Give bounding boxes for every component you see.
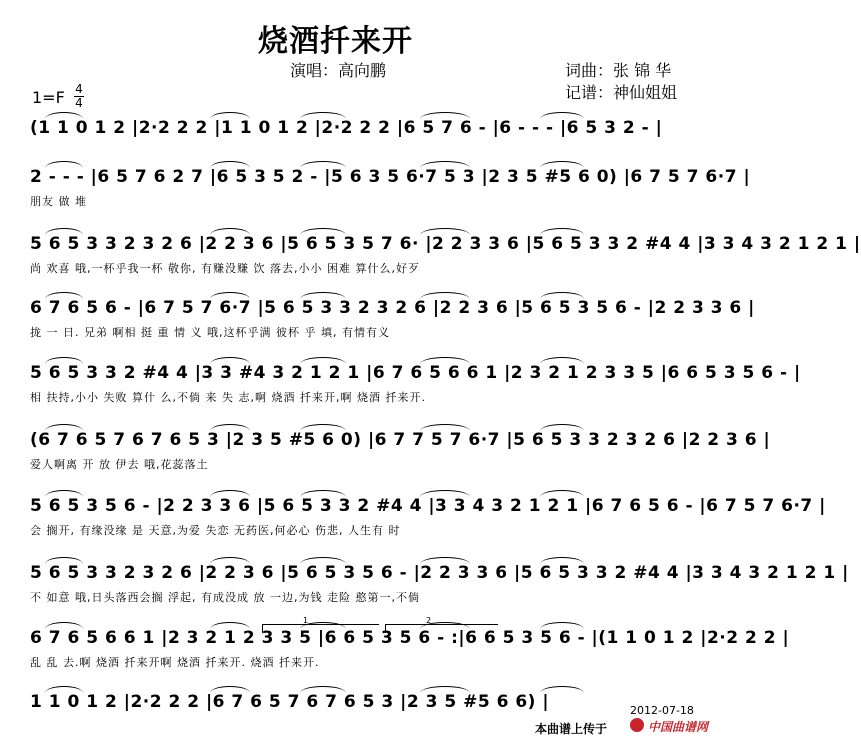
slur-mark xyxy=(45,292,83,299)
score-row-2: 2 - - - |6 5 7 6 2 7 |6 5 3 5 2 - |5 6 3 5 6·7 5 3 |2 3 5 #5 6 0) |6 7 5 7 6·7 | xyxy=(30,167,751,187)
lyric-row-4: 拢 一 日. 兄弟 啊相 挺 重 情 义 哦,这杯乎满 彼杯 乎 填, 有情有义 xyxy=(30,326,390,339)
slur-mark xyxy=(45,161,83,168)
upload-note: 本曲谱上传于 xyxy=(535,722,608,736)
slur-mark xyxy=(420,424,470,431)
slur-mark xyxy=(210,292,250,299)
slur-mark xyxy=(540,112,584,119)
time-signature-top: 4 xyxy=(75,82,83,96)
slur-mark xyxy=(420,557,470,564)
slur-mark xyxy=(540,622,584,629)
slur-mark xyxy=(45,357,83,364)
slur-mark xyxy=(540,292,584,299)
slur-mark xyxy=(300,686,346,693)
slur-mark xyxy=(540,161,584,168)
volta-first-bracket xyxy=(262,616,379,633)
time-signature xyxy=(74,84,84,109)
score-row-3: 5 6 5 3 3 2 3 2 6 |2 2 3 6 |5 6 5 3 5 7 6· |2 2 3 3 6 |5 6 5 3 3 2 #4 4 |3 3 4 3 2 1 2 1 | xyxy=(30,234,861,254)
slur-mark xyxy=(45,490,83,497)
score-row-9: 6 7 6 5 6 6 1 |2 3 2 1 2 3 3 5 |6 6 5 3 5 6 - :|6 6 5 3 5 6 - |(1 1 0 1 2 |2·2 2 2 | xyxy=(30,628,790,648)
slur-mark xyxy=(420,490,470,497)
logo-text: 中国曲谱网 xyxy=(648,720,709,734)
slur-mark xyxy=(210,357,250,364)
slur-mark xyxy=(210,424,250,431)
slur-mark xyxy=(540,686,584,693)
score-row-10: 1 1 0 1 2 |2·2 2 2 |6 7 6 5 7 6 7 6 5 3 |2 3 5 #5 6 6) | xyxy=(30,692,550,712)
logo-icon xyxy=(630,718,644,732)
lyricist-credit: 词曲：张 锦 华 xyxy=(565,61,672,80)
score-row-1: (1 1 0 1 2 |2·2 2 2 |1 1 0 1 2 |2·2 2 2 |6 5 7 6 - |6 - - - |6 5 3 2 - | xyxy=(30,118,663,138)
slur-mark xyxy=(45,424,83,431)
slur-mark xyxy=(300,557,346,564)
date-stamp: 2012-07-18 xyxy=(630,704,694,717)
slur-mark xyxy=(45,557,83,564)
lyric-row-2: 朋友 做 堆 xyxy=(30,195,87,208)
slur-mark xyxy=(420,112,470,119)
slur-mark xyxy=(210,161,250,168)
score-row-7: 5 6 5 3 5 6 - |2 2 3 3 6 |5 6 5 3 3 2 #4 4 |3 3 4 3 2 1 2 1 |6 7 6 5 6 - |6 7 5 7 6·7 | xyxy=(30,496,826,516)
score-row-4: 6 7 6 5 6 - |6 7 5 7 6·7 |5 6 5 3 3 2 3 2 6 |2 2 3 6 |5 6 5 3 5 6 - |2 2 3 3 6 | xyxy=(30,298,755,318)
slur-mark xyxy=(210,557,250,564)
singer-credit: 演唱：高向鹏 xyxy=(290,61,387,80)
score-row-5: 5 6 5 3 3 2 #4 4 |3 3 #4 3 2 1 2 1 |6 7 6 5 6 6 1 |2 3 2 1 2 3 3 5 |6 6 5 3 5 6 - | xyxy=(30,363,801,383)
slur-mark xyxy=(210,228,250,235)
score-row-6: (6 7 6 5 7 6 7 6 5 3 |2 3 5 #5 6 0) |6 7 7 5 7 6·7 |5 6 5 3 3 2 3 2 6 |2 2 3 6 | xyxy=(30,430,771,450)
slur-mark xyxy=(210,622,250,629)
lyric-row-8: 不 如意 哦,日头落西会搁 浮起, 有成没成 放 一边,为钱 走险 憨第一,不倘 xyxy=(30,591,420,604)
slur-mark xyxy=(420,292,470,299)
slur-mark xyxy=(45,686,83,693)
lyric-row-6: 爱人啊离 开 放 伊去 哦,花蕊落土 xyxy=(30,458,209,471)
volta-second-bracket xyxy=(385,616,498,633)
slur-mark xyxy=(540,424,584,431)
slur-mark xyxy=(45,622,83,629)
slur-mark xyxy=(540,490,584,497)
slur-mark xyxy=(420,686,470,693)
volta-first-label: 1 xyxy=(303,616,309,625)
slur-mark xyxy=(300,112,346,119)
slur-mark xyxy=(210,686,250,693)
site-logo[interactable] xyxy=(630,716,730,736)
lyric-row-9: 乱 乱 去.啊 烧酒 扦来开啊 烧酒 扦来开. 烧酒 扦来开. xyxy=(30,656,320,669)
lyric-row-5: 相 扶持,小小 失败 算什 么,不倘 来 失 志,啊 烧酒 扦来开,啊 烧酒 扦来开. xyxy=(30,391,426,404)
slur-mark xyxy=(300,357,346,364)
slur-mark xyxy=(45,228,83,235)
song-title: 烧酒扦来开 xyxy=(258,24,413,59)
score-row-8: 5 6 5 3 3 2 3 2 6 |2 2 3 6 |5 6 5 3 5 6 - |2 2 3 3 6 |5 6 5 3 3 2 #4 4 |3 3 4 3 2 1 2 1 | xyxy=(30,563,849,583)
slur-mark xyxy=(300,424,346,431)
slur-mark xyxy=(300,490,346,497)
transcriber-credit: 记谱：神仙姐姐 xyxy=(565,83,678,102)
slur-mark xyxy=(300,228,346,235)
volta-second-label: 2 xyxy=(426,616,432,625)
lyric-row-7: 会 搁开, 有缘没缘 是 天意,为爱 失恋 无药医,何必心 伤悲, 人生有 时 xyxy=(30,524,401,537)
time-signature-bottom: 4 xyxy=(75,96,83,110)
slur-mark xyxy=(540,357,584,364)
slur-mark xyxy=(540,557,584,564)
lyric-row-3: 尚 欢喜 哦,一杯乎我一杯 敬你, 有赚没赚 饮 落去,小小 困难 算什么,好歹 xyxy=(30,262,420,275)
slur-mark xyxy=(420,228,470,235)
slur-mark xyxy=(420,161,470,168)
slur-mark xyxy=(210,112,250,119)
slur-mark xyxy=(300,161,346,168)
slur-mark xyxy=(540,228,584,235)
slur-mark xyxy=(45,112,83,119)
slur-mark xyxy=(420,357,470,364)
slur-mark xyxy=(300,292,346,299)
key-signature: 1=F xyxy=(32,88,65,107)
slur-mark xyxy=(210,490,250,497)
